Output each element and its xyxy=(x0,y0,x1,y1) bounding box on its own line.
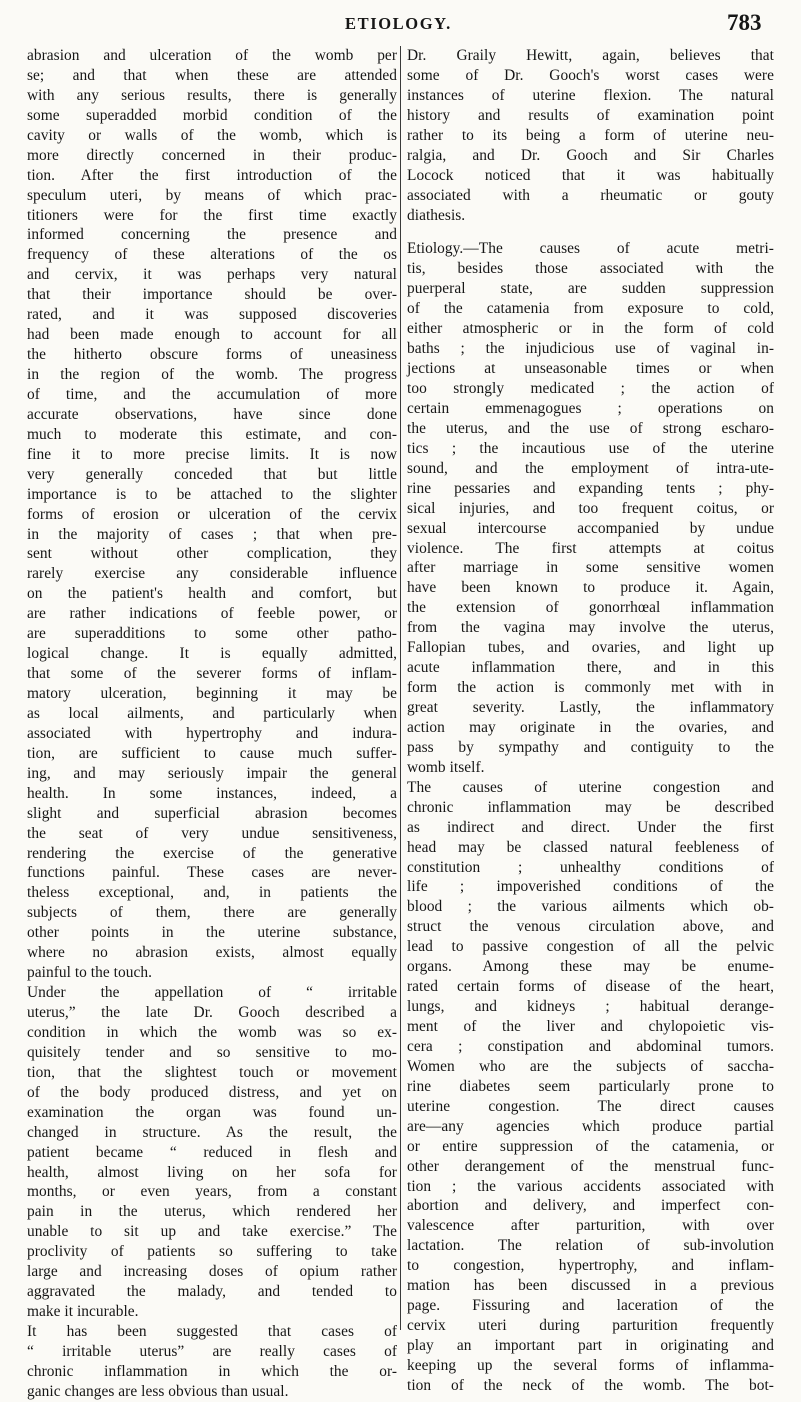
text-line: rather to its being a form of uterine neu- xyxy=(407,126,774,144)
text-line: diathesis. xyxy=(407,206,466,224)
text-line: violence. The first attempts at coitus xyxy=(407,539,774,557)
text-line: tion. After the first introduction of the xyxy=(27,166,397,184)
text-line: It has been suggested that cases of xyxy=(27,1323,397,1340)
text-line: rated, and it was supposed discoveries xyxy=(27,306,397,324)
text-line: and cervix, it was perhaps very natural xyxy=(27,266,397,284)
text-line: pass by sympathy and contiguity to the xyxy=(407,738,774,756)
text-line: frequency of these alterations of the os xyxy=(27,246,397,264)
text-line: sical injuries, and too frequent coitus, or xyxy=(407,499,774,517)
text-line: se; and that when these are attended xyxy=(27,66,397,84)
text-line: page. Fissuring and laceration of the xyxy=(407,1297,774,1315)
text-line: forms of erosion or ulceration of the cervix xyxy=(27,505,397,523)
text-line: changed in structure. As the result, the xyxy=(27,1123,397,1141)
text-line: some superadded morbid condition of the xyxy=(27,106,397,124)
text-line: certain emmenagogues ; operations on xyxy=(407,399,774,417)
text-line: after marriage in some sensitive women xyxy=(407,559,774,577)
text-line: acute inflammation there, and in this xyxy=(407,659,774,677)
text-line: womb itself. xyxy=(407,758,485,776)
text-line: speculum uteri, by means of which prac- xyxy=(27,186,397,204)
text-line: cervix uteri during parturition frequently xyxy=(407,1317,774,1335)
text-line: other points in the uterine substance, xyxy=(27,924,397,942)
text-line: importance is to be attached to the slighter xyxy=(27,485,397,503)
text-line: examination the organ was found un- xyxy=(27,1103,397,1121)
left-column xyxy=(27,46,397,1402)
text-line: associated with a rheumatic or gouty xyxy=(407,186,774,204)
text-line: some of Dr. Gooch's worst cases were xyxy=(407,66,774,84)
text-line: abrasion and ulceration of the womb per xyxy=(27,47,397,64)
text-line: make it incurable. xyxy=(27,1303,139,1321)
text-line: tion, are sufficient to cause much suffer- xyxy=(27,744,397,762)
text-line: cavity or walls of the womb, which is xyxy=(27,126,397,144)
text-line: Dr. Graily Hewitt, again, believes that xyxy=(407,47,774,64)
text-line: more directly concerned in their produc- xyxy=(27,146,397,164)
text-line: health. In some instances, indeed, a xyxy=(27,784,397,802)
text-line: the seat of very undue sensitiveness, xyxy=(27,824,397,842)
text-line: uterine congestion. The direct causes xyxy=(407,1097,774,1115)
text-line: as local ailments, and particularly when xyxy=(27,704,397,722)
text-line: Under the appellation of “ irritable xyxy=(27,984,397,1002)
text-line: mation has been discussed in a previous xyxy=(407,1277,774,1295)
text-line: keeping up the several forms of inflamma- xyxy=(407,1356,774,1374)
text-line: with any serious results, there is generally xyxy=(27,86,397,104)
text-line: rated certain forms of disease of the heart, xyxy=(407,978,774,996)
text-line: The causes of uterine congestion and xyxy=(407,778,774,796)
text-line: or entire suppression of the catamenia, or xyxy=(407,1137,774,1155)
text-line: tion ; the various accidents associated with xyxy=(407,1177,774,1195)
text-line: other derangement of the menstrual func- xyxy=(407,1157,774,1175)
page-number: 783 xyxy=(727,10,762,35)
text-line: very generally conceded that but little xyxy=(27,465,397,483)
text-line: rine diabetes seem particularly prone to xyxy=(407,1077,774,1095)
text-line: tis, besides those associated with the xyxy=(407,260,774,278)
text-line: Women who are the subjects of saccha- xyxy=(407,1057,774,1075)
text-line: that some of the severer forms of inflam- xyxy=(27,665,397,683)
text-line: lactation. The relation of sub-involution xyxy=(407,1237,774,1255)
text-line: tion of the neck of the womb. The bot- xyxy=(407,1376,774,1394)
text-line: subjects of them, there are generally xyxy=(27,904,397,922)
text-line: have been known to produce it. Again, xyxy=(407,579,774,597)
text-line: play an important part in originating and xyxy=(407,1337,774,1354)
text-line: months, or even years, from a constant xyxy=(27,1183,397,1201)
text-line: functions painful. These cases are never- xyxy=(27,864,397,882)
text-line: logical change. It is equally admitted, xyxy=(27,645,397,663)
text-line: rendering the exercise of the generative xyxy=(27,844,397,862)
text-line: matory ulceration, beginning it may be xyxy=(27,685,397,702)
text-line: informed concerning the presence and xyxy=(27,226,397,244)
text-line: either atmospheric or in the form of cold xyxy=(407,320,774,338)
text-line: of time, and the accumulation of more xyxy=(27,385,397,403)
text-line: painful to the touch. xyxy=(27,964,153,982)
text-line: puerperal state, are sudden suppression xyxy=(407,280,774,298)
text-line: the uterus, and the use of strong escharo- xyxy=(407,419,774,437)
text-line: associated with hypertrophy and indura- xyxy=(27,724,397,742)
text-line: chronic inflammation in which the or- xyxy=(27,1362,397,1380)
text-line: where no abrasion exists, almost equally xyxy=(27,944,397,962)
running-head: ETIOLOGY. xyxy=(345,14,452,33)
text-line: uterus,” the late Dr. Gooch described a xyxy=(27,1004,397,1021)
paragraph-gap xyxy=(407,225,774,239)
text-line: cera ; constipation and abdominal tumors. xyxy=(407,1037,774,1055)
text-line: in the region of the womb. The progress xyxy=(27,366,397,383)
text-line: struct the venous circulation above, and xyxy=(407,918,774,936)
text-line: quisitely tender and so sensitive to mo- xyxy=(27,1043,397,1061)
text-line: much to moderate this estimate, and con- xyxy=(27,425,397,443)
text-line: in the majority of cases ; that when pre- xyxy=(27,525,397,543)
column-divider xyxy=(400,46,401,1330)
text-line: head may be classed natural feebleness of xyxy=(407,838,774,856)
text-line: are—any agencies which produce partial xyxy=(407,1117,774,1135)
text-line: instances of uterine flexion. The natural xyxy=(407,86,774,104)
text-line: pain in the uterus, which rendered her xyxy=(27,1203,397,1221)
text-line: condition in which the womb was so ex- xyxy=(27,1023,397,1041)
text-line: of the body produced distress, and yet on xyxy=(27,1083,397,1101)
text-line: ganic changes are less obvious than usual. xyxy=(27,1382,289,1400)
text-line: to congestion, hypertrophy, and inflam- xyxy=(407,1257,774,1275)
text-line: sent without other complication, they xyxy=(27,545,397,563)
text-line: chronic inflammation may be described xyxy=(407,798,774,816)
page-header xyxy=(0,10,801,40)
text-line: on the patient's health and comfort, but xyxy=(27,585,397,603)
text-line: form the action is commonly met with in xyxy=(407,679,774,697)
text-line: rarely exercise any considerable influence xyxy=(27,565,397,583)
text-line: Etiology.—The causes of acute metri- xyxy=(407,240,774,258)
text-line: organs. Among these may be enume- xyxy=(407,958,774,976)
text-line: patient became “ reduced in flesh and xyxy=(27,1143,397,1161)
text-line: sexual intercourse accompanied by undue xyxy=(407,519,774,537)
text-line: ing, and may seriously impair the general xyxy=(27,764,397,782)
text-line: “ irritable uterus” are really cases of xyxy=(27,1342,397,1360)
text-line: health, almost living on her sofa for xyxy=(27,1163,397,1181)
text-line: jections at unseasonable times or when xyxy=(407,360,774,378)
text-line: blood ; the various ailments which ob- xyxy=(407,898,774,916)
text-line: large and increasing doses of opium rather xyxy=(27,1263,397,1281)
text-line: lungs, and kidneys ; habitual derange- xyxy=(407,998,774,1016)
text-line: action may originate in the ovaries, and xyxy=(407,718,774,736)
text-line: history and results of examination point xyxy=(407,106,774,124)
text-line: Locock noticed that it was habitually xyxy=(407,166,774,184)
text-line: valescence after parturition, with over xyxy=(407,1217,774,1235)
text-line: lead to passive congestion of all the pelvic xyxy=(407,938,774,956)
text-line: theless exceptional, and, in patients the xyxy=(27,884,397,902)
text-line: ment of the liver and chylopoietic vis- xyxy=(407,1018,774,1035)
text-line: tion, that the slightest touch or movement xyxy=(27,1063,397,1081)
text-line: ralgia, and Dr. Gooch and Sir Charles xyxy=(407,146,774,164)
text-line: that their importance should be over- xyxy=(27,286,397,304)
text-line: of the catamenia from exposure to cold, xyxy=(407,300,774,318)
text-line: are superadditions to some other patho- xyxy=(27,625,397,643)
text-line: as indirect and direct. Under the first xyxy=(407,818,774,836)
text-line: slight and superficial abrasion becomes xyxy=(27,804,397,822)
text-line: are rather indications of feeble power, or xyxy=(27,605,397,623)
text-line: accurate observations, have since done xyxy=(27,405,397,423)
text-line: sound, and the employment of intra-ute- xyxy=(407,459,774,477)
text-line: fine it to more precise limits. It is now xyxy=(27,445,397,463)
text-line: proclivity of patients so suffering to take xyxy=(27,1243,397,1261)
text-line: aggravated the malady, and tended to xyxy=(27,1283,397,1301)
text-line: constitution ; unhealthy conditions of xyxy=(407,858,774,876)
text-line: the extension of gonorrhœal inflammation xyxy=(407,599,774,617)
text-line: from the vagina may involve the uterus, xyxy=(407,619,774,637)
text-line: abortion and delivery, and imperfect con- xyxy=(407,1197,774,1215)
text-line: baths ; the injudicious use of vaginal in- xyxy=(407,340,774,358)
text-line: rine pessaries and expanding tents ; phy- xyxy=(407,479,774,497)
right-column xyxy=(407,46,774,1396)
text-line: great severity. Lastly, the inflammatory xyxy=(407,699,774,716)
text-line: the hitherto obscure forms of uneasiness xyxy=(27,346,397,364)
text-line: too strongly medicated ; the action of xyxy=(407,380,774,397)
text-line: Fallopian tubes, and ovaries, and light up xyxy=(407,639,774,657)
text-line: had been made enough to account for all xyxy=(27,326,397,344)
text-line: tics ; the incautious use of the uterine xyxy=(407,439,774,457)
text-line: unable to sit up and take exercise.” The xyxy=(27,1223,397,1241)
text-line: titioners were for the first time exactly xyxy=(27,206,397,224)
text-line: life ; impoverished conditions of the xyxy=(407,878,774,896)
